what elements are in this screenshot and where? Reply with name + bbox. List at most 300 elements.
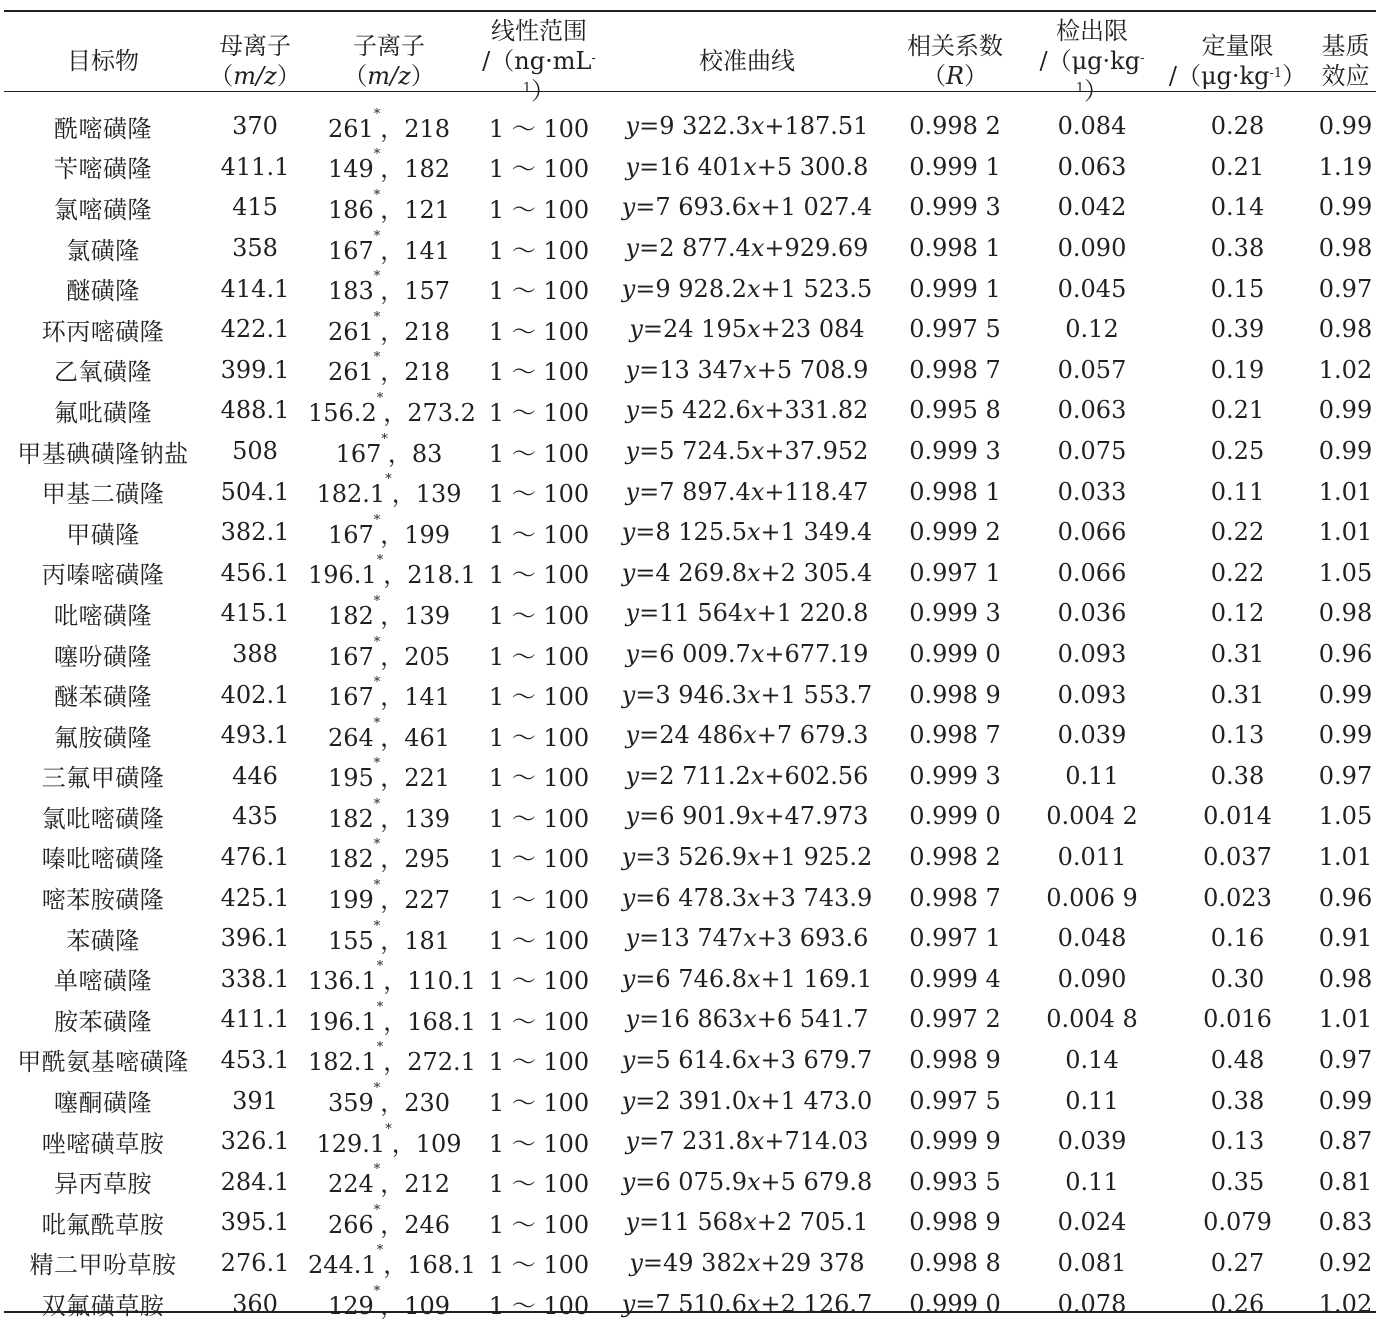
separator: ，	[383, 398, 408, 427]
cell-linear-range: 1 ～ 100	[488, 764, 590, 793]
cell-target: 氯嘧磺隆	[54, 195, 152, 224]
cell-target: 氟吡磺隆	[54, 398, 152, 427]
cell-product-ions	[308, 1243, 476, 1284]
qualifier-ion: 182	[404, 155, 451, 184]
qualifier-ion: 139	[404, 804, 451, 833]
cell-linear-range: 1 ～ 100	[488, 1170, 590, 1199]
qualifier-ion: 109	[415, 1129, 462, 1158]
separator: ，	[380, 886, 405, 915]
cell-linear-range: 1 ～ 100	[488, 1007, 590, 1036]
cell-loq: 0.079	[1203, 1208, 1272, 1237]
cell-loq: 0.30	[1210, 964, 1265, 993]
cell-lod: 0.039	[1057, 721, 1127, 750]
cell-parent-ion: 326.1	[220, 1127, 290, 1156]
header-label: 基质	[1321, 32, 1370, 60]
qualifier-ion: 181	[404, 926, 451, 955]
quantifier-ion: 264	[327, 723, 374, 752]
cell-parent-ion: 488.1	[220, 396, 290, 425]
cell-target: 丙嗪嘧磺隆	[41, 561, 165, 590]
cell-linear-range: 1 ～ 100	[488, 1048, 590, 1077]
cell-linear-range: 1 ～ 100	[488, 1129, 590, 1158]
qualifier-ion: 212	[404, 1170, 451, 1199]
cell-loq: 0.15	[1210, 274, 1265, 303]
cell-loq: 0.31	[1210, 640, 1265, 669]
header-label: 线性范围	[491, 17, 587, 45]
cell-product-ions	[308, 918, 470, 959]
cell-loq: 0.037	[1203, 842, 1272, 871]
cell-product-ions	[308, 106, 470, 147]
quantifier-ion: 183	[327, 277, 374, 306]
cell-parent-ion: 504.1	[220, 477, 290, 506]
quantifier-mark: *	[373, 106, 381, 122]
quantifier-mark: *	[373, 187, 381, 203]
separator: ，	[380, 358, 405, 387]
cell-parent-ion: 493.1	[220, 721, 290, 750]
cell-calibration-curve: y=5 422.6x+331.82	[625, 396, 869, 425]
qualifier-ion: 141	[404, 236, 451, 265]
header-col-target	[4, 16, 202, 106]
table-row	[4, 390, 1376, 431]
cell-linear-range: 1 ～ 100	[488, 277, 590, 306]
cell-loq: 0.16	[1210, 924, 1265, 953]
cell-loq: 0.11	[1210, 477, 1265, 506]
quantifier-ion: 266	[327, 1210, 374, 1239]
header-sublabel: （m/z）	[343, 62, 435, 90]
cell-lod: 0.078	[1057, 1289, 1127, 1318]
quantifier-ion: 196.1	[308, 1007, 377, 1036]
cell-calibration-curve: y=13 747x+3 693.6	[625, 924, 869, 953]
cell-calibration-curve: y=5 614.6x+3 679.7	[621, 1045, 873, 1074]
cell-matrix-effect: 1.01	[1318, 1005, 1373, 1034]
cell-lod: 0.090	[1057, 964, 1127, 993]
table-row	[4, 268, 1376, 309]
cell-parent-ion: 391	[232, 1086, 278, 1115]
cell-lod: 0.004 2	[1046, 802, 1138, 831]
cell-parent-ion: 456.1	[220, 558, 290, 587]
cell-matrix-effect: 0.97	[1318, 274, 1373, 303]
table-top-rule	[4, 10, 1376, 12]
table-row	[4, 1080, 1376, 1121]
cell-correlation: 0.997 5	[909, 1086, 1001, 1115]
cell-target: 双氟磺草胺	[41, 1292, 165, 1321]
quantifier-ion: 261	[327, 317, 374, 346]
cell-linear-range: 1 ～ 100	[488, 236, 590, 265]
cell-matrix-effect: 0.99	[1318, 680, 1373, 709]
table-row	[4, 999, 1376, 1040]
cell-product-ions	[308, 1080, 470, 1121]
cell-calibration-curve: y=7 510.6x+2 126.7	[621, 1289, 873, 1318]
qualifier-ion: 139	[404, 601, 451, 630]
header-label: 母离子	[219, 32, 291, 60]
cell-target: 三氟甲磺隆	[41, 764, 165, 793]
quantifier-mark: *	[385, 1121, 392, 1137]
separator: ，	[380, 723, 405, 752]
cell-target: 噻吩磺隆	[54, 642, 152, 671]
table-row	[4, 877, 1376, 918]
cell-target: 氯吡嘧磺隆	[41, 804, 165, 833]
qualifier-ion: 199	[404, 520, 451, 549]
cell-calibration-curve: y=11 568x+2 705.1	[625, 1208, 869, 1237]
cell-target: 甲磺隆	[66, 520, 140, 549]
cell-target: 环丙嘧磺隆	[41, 317, 165, 346]
cell-loq: 0.19	[1210, 355, 1265, 384]
table-row	[4, 837, 1376, 878]
header-label: 子离子	[353, 32, 425, 60]
cell-loq: 0.21	[1210, 396, 1265, 425]
cell-calibration-curve: y=9 928.2x+1 523.5	[621, 274, 873, 303]
cell-linear-range: 1 ～ 100	[488, 845, 590, 874]
cell-target: 嘧苯胺磺隆	[41, 886, 165, 915]
cell-target: 醚磺隆	[66, 277, 140, 306]
cell-lod: 0.12	[1065, 315, 1119, 344]
cell-lod: 0.033	[1057, 477, 1127, 506]
cell-calibration-curve: y=5 724.5x+37.952	[625, 437, 869, 466]
cell-correlation: 0.999 9	[909, 1127, 1001, 1156]
cell-correlation: 0.998 7	[909, 721, 1001, 750]
cell-calibration-curve: y=16 863x+6 541.7	[625, 1005, 869, 1034]
cell-product-ions	[308, 1161, 470, 1202]
cell-target: 乙氧磺隆	[54, 358, 152, 387]
cell-product-ions	[308, 1121, 470, 1162]
qualifier-ion: 141	[404, 683, 451, 712]
cell-target: 胺苯磺隆	[54, 1007, 152, 1036]
cell-lod: 0.075	[1057, 437, 1127, 466]
cell-lod: 0.045	[1057, 274, 1127, 303]
cell-parent-ion: 415.1	[220, 599, 290, 628]
quantifier-ion: 167	[327, 683, 374, 712]
separator: ，	[380, 317, 405, 346]
table-row	[4, 228, 1376, 269]
cell-loq: 0.38	[1210, 234, 1265, 263]
table-row	[4, 715, 1376, 756]
cell-lod: 0.093	[1057, 680, 1127, 709]
cell-parent-ion: 435	[232, 802, 278, 831]
header-sublabel: $/(\mu g\cdot kg^{-1})$	[1039, 47, 1145, 105]
cell-correlation: 0.998 9	[909, 1208, 1001, 1237]
qualifier-ion: 218.1	[407, 561, 476, 590]
qualifier-ion: 295	[404, 845, 451, 874]
quantifier-ion: 182	[327, 601, 374, 630]
cell-target: 异丙草胺	[54, 1170, 152, 1199]
cell-correlation: 0.998 1	[909, 477, 1001, 506]
cell-calibration-curve: y=9 322.3x+187.51	[625, 112, 869, 141]
cell-product-ions	[308, 431, 470, 472]
cell-product-ions	[308, 837, 470, 878]
cell-matrix-effect: 1.01	[1318, 518, 1373, 547]
table-row	[4, 1243, 1376, 1284]
header-sublabel: （R）	[921, 62, 989, 90]
qualifier-ion: 246	[404, 1210, 451, 1239]
cell-product-ions	[308, 715, 470, 756]
cell-correlation: 0.998 8	[909, 1248, 1001, 1277]
qualifier-ion: 109	[404, 1292, 451, 1321]
table-row	[4, 309, 1376, 350]
cell-product-ions	[308, 309, 470, 350]
cell-correlation: 0.998 7	[909, 883, 1001, 912]
quantifier-mark: *	[373, 1284, 381, 1300]
quantifier-mark: *	[373, 350, 381, 366]
quantifier-ion: 244.1	[308, 1251, 377, 1280]
cell-matrix-effect: 0.96	[1318, 640, 1373, 669]
cell-lod: 0.048	[1057, 924, 1127, 953]
cell-linear-range: 1 ～ 100	[488, 358, 590, 387]
cell-linear-range: 1 ～ 100	[488, 398, 590, 427]
qualifier-ion: 157	[404, 277, 451, 306]
cell-calibration-curve: y=2 877.4x+929.69	[625, 234, 869, 263]
qualifier-ion: 121	[404, 195, 451, 224]
qualifier-ion: 205	[404, 642, 451, 671]
cell-matrix-effect: 0.99	[1318, 437, 1373, 466]
quantifier-ion: 196.1	[308, 561, 377, 590]
cell-linear-range: 1 ～ 100	[488, 561, 590, 590]
quantifier-mark: *	[373, 1202, 381, 1218]
cell-matrix-effect: 0.99	[1318, 721, 1373, 750]
cell-target: 吡嘧磺隆	[54, 601, 152, 630]
cell-correlation: 0.999 4	[909, 964, 1001, 993]
header-sublabel: 效应	[1321, 62, 1370, 90]
cell-loq: 0.014	[1203, 802, 1272, 831]
cell-loq: 0.12	[1210, 599, 1265, 628]
header-label: 检出限	[1056, 17, 1128, 45]
cell-calibration-curve: y=6 478.3x+3 743.9	[621, 883, 873, 912]
separator: ，	[380, 601, 405, 630]
quantifier-mark: *	[373, 675, 381, 691]
cell-loq: 0.31	[1210, 680, 1265, 709]
cell-loq: 0.35	[1210, 1167, 1265, 1196]
cell-matrix-effect: 0.83	[1318, 1208, 1373, 1237]
separator: ，	[383, 1251, 408, 1280]
cell-parent-ion: 508	[232, 437, 278, 466]
quantifier-ion: 224	[327, 1170, 374, 1199]
cell-loq: 0.38	[1210, 761, 1265, 790]
quantifier-mark: *	[373, 756, 381, 772]
cell-product-ions	[308, 756, 470, 797]
cell-loq: 0.13	[1210, 721, 1265, 750]
table-row	[4, 1161, 1376, 1202]
qualifier-ion: 221	[404, 764, 451, 793]
separator: ，	[380, 155, 405, 184]
separator: ，	[380, 1292, 405, 1321]
cell-calibration-curve: y=16 401x+5 300.8	[625, 152, 869, 181]
header-col-linear-range	[470, 16, 608, 106]
table-row	[4, 431, 1376, 472]
table-row	[4, 1283, 1376, 1324]
cell-calibration-curve: y=7 693.6x+1 027.4	[621, 193, 873, 222]
cell-matrix-effect: 0.81	[1318, 1167, 1373, 1196]
table-row	[4, 350, 1376, 391]
header-label: 目标物	[67, 47, 139, 75]
cell-lod: 0.084	[1057, 112, 1127, 141]
separator: ，	[383, 1048, 408, 1077]
cell-correlation: 0.998 7	[909, 355, 1001, 384]
table-row	[4, 958, 1376, 999]
qualifier-ion: 218	[404, 114, 451, 143]
cell-parent-ion: 370	[232, 112, 278, 141]
cell-correlation: 0.997 1	[909, 924, 1001, 953]
table-row	[4, 674, 1376, 715]
quantifier-mark: *	[373, 796, 381, 812]
quantifier-ion: 195	[327, 764, 374, 793]
quantifier-ion: 156.2	[308, 398, 377, 427]
cell-target: 苯磺隆	[66, 926, 140, 955]
quantifier-ion: 167	[335, 439, 382, 468]
cell-matrix-effect: 0.92	[1318, 1248, 1373, 1277]
cell-calibration-curve: y=7 897.4x+118.47	[625, 477, 869, 506]
cell-linear-range: 1 ～ 100	[488, 683, 590, 712]
cell-loq: 0.22	[1210, 558, 1265, 587]
quantifier-mark: *	[376, 390, 384, 406]
cell-correlation: 0.999 3	[909, 599, 1001, 628]
separator: ，	[383, 1007, 408, 1036]
separator: ，	[380, 520, 405, 549]
cell-target: 嗪吡嘧磺隆	[41, 845, 165, 874]
quantifier-ion: 155	[327, 926, 374, 955]
cell-product-ions	[308, 634, 470, 675]
quantifier-ion: 149	[327, 155, 374, 184]
cell-product-ions	[308, 1283, 470, 1324]
quantifier-mark: *	[376, 553, 384, 569]
quantifier-mark: *	[373, 1081, 381, 1097]
separator: ，	[380, 804, 405, 833]
cell-calibration-curve: y=6 901.9x+47.973	[625, 802, 869, 831]
cell-matrix-effect: 0.99	[1318, 112, 1373, 141]
cell-product-ions	[308, 268, 470, 309]
table-row	[4, 634, 1376, 675]
cell-parent-ion: 284.1	[220, 1167, 290, 1196]
cell-matrix-effect: 1.01	[1318, 842, 1373, 871]
table-row	[4, 918, 1376, 959]
cell-matrix-effect: 1.05	[1318, 558, 1373, 587]
cell-linear-range: 1 ～ 100	[488, 317, 590, 346]
cell-product-ions	[308, 958, 476, 999]
header-col-correlation	[886, 16, 1024, 106]
cell-correlation: 0.999 1	[909, 152, 1001, 181]
quantifier-mark: *	[373, 1162, 381, 1178]
quantifier-ion: 182	[327, 845, 374, 874]
cell-lod: 0.039	[1057, 1127, 1127, 1156]
cell-product-ions	[308, 228, 470, 269]
cell-parent-ion: 411.1	[220, 152, 290, 181]
cell-correlation: 0.999 3	[909, 193, 1001, 222]
cell-linear-range: 1 ～ 100	[488, 926, 590, 955]
separator: ，	[380, 114, 405, 143]
separator: ，	[380, 277, 405, 306]
cell-parent-ion: 422.1	[220, 315, 290, 344]
cell-calibration-curve: y=24 195x+23 084	[629, 315, 865, 344]
quantifier-mark: *	[373, 715, 381, 731]
cell-target: 甲基碘磺隆钠盐	[17, 439, 189, 468]
cell-linear-range: 1 ～ 100	[488, 804, 590, 833]
cell-loq: 0.14	[1210, 193, 1265, 222]
cell-calibration-curve: y=11 564x+1 220.8	[625, 599, 869, 628]
cell-target: 醚苯磺隆	[54, 683, 152, 712]
cell-parent-ion: 388	[232, 640, 278, 669]
cell-linear-range: 1 ～ 100	[488, 723, 590, 752]
cell-product-ions	[308, 512, 470, 553]
cell-loq: 0.26	[1210, 1289, 1265, 1318]
cell-linear-range: 1 ～ 100	[488, 155, 590, 184]
table-row	[4, 187, 1376, 228]
cell-matrix-effect: 0.87	[1318, 1127, 1373, 1156]
cell-product-ions	[308, 877, 470, 918]
quantifier-ion: 186	[327, 195, 374, 224]
cell-parent-ion: 360	[232, 1289, 278, 1318]
separator: ，	[380, 1170, 405, 1199]
cell-target: 氯磺隆	[66, 236, 140, 265]
cell-target: 唑嘧磺草胺	[41, 1129, 165, 1158]
quantifier-ion: 199	[327, 886, 374, 915]
cell-calibration-curve: y=7 231.8x+714.03	[625, 1127, 869, 1156]
cell-linear-range: 1 ～ 100	[488, 195, 590, 224]
cell-parent-ion: 411.1	[220, 1005, 290, 1034]
quantifier-mark: *	[376, 959, 384, 975]
separator: ，	[391, 480, 416, 509]
cell-target: 单嘧磺隆	[54, 967, 152, 996]
quantifier-mark: *	[385, 472, 392, 488]
cell-linear-range: 1 ～ 100	[488, 439, 590, 468]
separator: ，	[380, 926, 405, 955]
cell-matrix-effect: 1.02	[1318, 355, 1373, 384]
cell-lod: 0.11	[1065, 761, 1119, 790]
quantifier-mark: *	[376, 1243, 384, 1259]
qualifier-ion: 461	[404, 723, 451, 752]
cell-loq: 0.28	[1210, 112, 1265, 141]
cell-target: 甲基二磺隆	[41, 480, 165, 509]
separator: ，	[380, 195, 405, 224]
separator: ，	[391, 1129, 416, 1158]
table-row	[4, 106, 1376, 147]
header-label: 校准曲线	[699, 47, 795, 75]
cell-correlation: 0.999 3	[909, 437, 1001, 466]
quantifier-ion: 167	[327, 520, 374, 549]
cell-product-ions	[308, 999, 476, 1040]
cell-target: 氟胺磺隆	[54, 723, 152, 752]
cell-lod: 0.006 9	[1046, 883, 1138, 912]
cell-loq: 0.023	[1203, 883, 1272, 912]
separator: ，	[380, 764, 405, 793]
header-col-lod	[1024, 16, 1160, 106]
qualifier-ion: 227	[404, 886, 451, 915]
cell-lod: 0.14	[1065, 1045, 1119, 1074]
cell-calibration-curve: y=8 125.5x+1 349.4	[621, 518, 873, 547]
cell-matrix-effect: 0.96	[1318, 883, 1373, 912]
qualifier-ion: 139	[415, 480, 462, 509]
cell-loq: 0.38	[1210, 1086, 1265, 1115]
cell-linear-range: 1 ～ 100	[488, 967, 590, 996]
qualifier-ion: 273.2	[407, 398, 476, 427]
cell-product-ions	[308, 390, 476, 431]
cell-parent-ion: 415	[232, 193, 278, 222]
header-col-loq	[1160, 16, 1315, 106]
quantifier-mark: *	[373, 593, 381, 609]
cell-parent-ion: 402.1	[220, 680, 290, 709]
quantifier-ion: 129.1	[316, 1129, 386, 1158]
cell-matrix-effect: 0.99	[1318, 193, 1373, 222]
quantifier-ion: 261	[327, 114, 374, 143]
cell-loq: 0.48	[1210, 1045, 1265, 1074]
cell-linear-range: 1 ～ 100	[488, 1089, 590, 1118]
cell-correlation: 0.998 2	[909, 842, 1001, 871]
cell-parent-ion: 358	[232, 234, 278, 263]
cell-lod: 0.011	[1057, 842, 1127, 871]
quantifier-mark: *	[373, 512, 381, 528]
separator: ，	[383, 561, 408, 590]
cell-parent-ion: 425.1	[220, 883, 290, 912]
cell-product-ions	[308, 187, 470, 228]
quantifier-ion: 129	[327, 1292, 374, 1321]
cell-parent-ion: 276.1	[220, 1248, 290, 1277]
cell-parent-ion: 453.1	[220, 1045, 290, 1074]
